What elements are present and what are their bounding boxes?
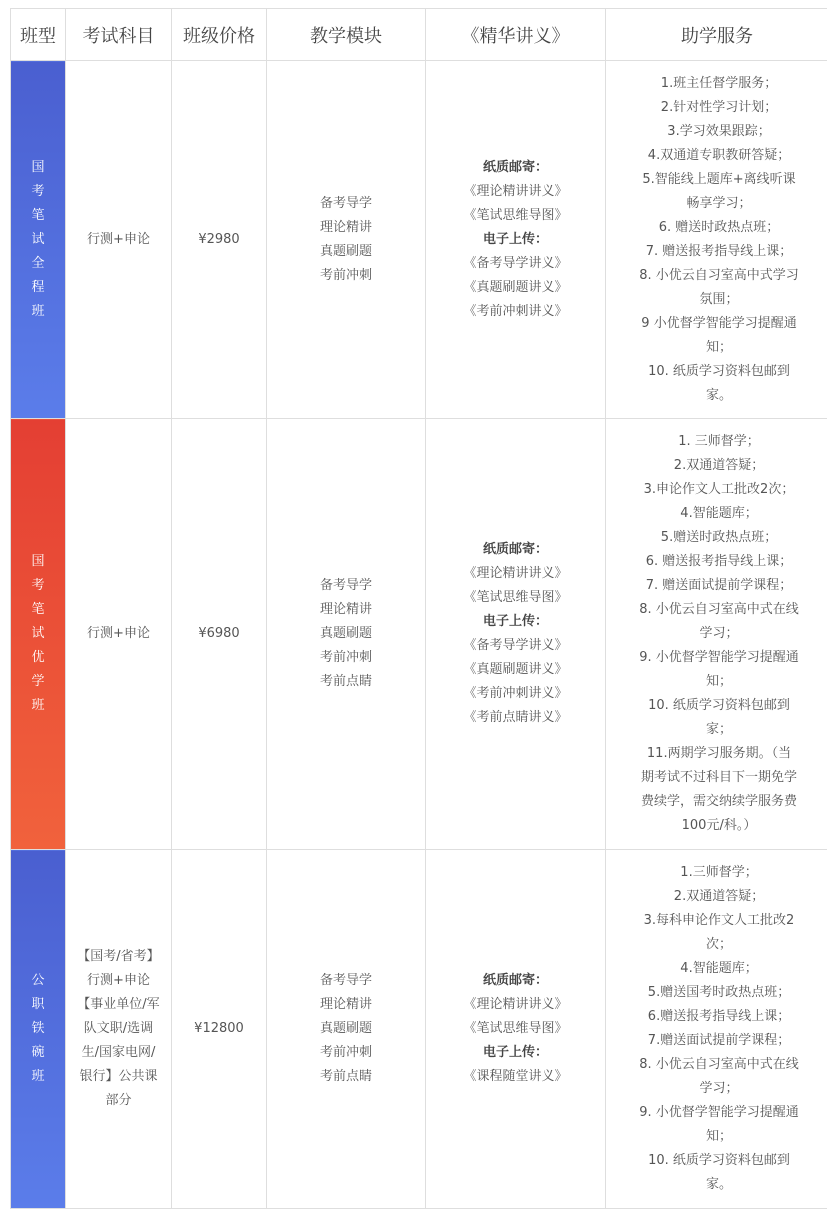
table-row bbox=[11, 850, 827, 1209]
price-text: ¥12800 bbox=[194, 1021, 244, 1036]
online-label: 电子上传： bbox=[427, 228, 604, 252]
service-line: 5.赠送时政热点班； bbox=[624, 526, 814, 550]
handout-item: 《理论精讲讲义》 bbox=[427, 562, 604, 586]
service-line: 1.三师督学； bbox=[624, 861, 814, 885]
header-class-type: 班型 bbox=[11, 9, 66, 61]
service-line: 家。 bbox=[624, 384, 814, 408]
services-cell bbox=[606, 850, 827, 1209]
service-line: 100元/科。） bbox=[624, 814, 814, 838]
service-line: 2.双通道答疑； bbox=[624, 454, 814, 478]
handout-item: 《考前点睛讲义》 bbox=[427, 706, 604, 730]
service-line: 8. 小优云自习室高中式在线 bbox=[624, 598, 814, 622]
handout-item: 《备考导学讲义》 bbox=[427, 252, 604, 276]
module-item: 考前点睛 bbox=[268, 1065, 424, 1089]
modules-cell bbox=[267, 61, 426, 419]
class-type-cell bbox=[11, 419, 66, 850]
mail-label: 纸质邮寄： bbox=[427, 969, 604, 993]
service-line: 4.智能题库； bbox=[624, 957, 814, 981]
service-line: 知； bbox=[624, 1125, 814, 1149]
service-line: 4.双通道专职教研答疑； bbox=[624, 144, 814, 168]
service-line: 次； bbox=[624, 933, 814, 957]
price-cell bbox=[172, 61, 267, 419]
handouts-cell bbox=[426, 850, 606, 1209]
service-line: 8. 小优云自习室高中式在线 bbox=[624, 1053, 814, 1077]
module-item: 真题刷题 bbox=[268, 240, 424, 264]
service-line: 9. 小优督学智能学习提醒通 bbox=[624, 646, 814, 670]
header-services: 助学服务 bbox=[606, 9, 827, 61]
service-line: 3.每科申论作文人工批改2 bbox=[624, 909, 814, 933]
service-line: 家； bbox=[624, 718, 814, 742]
service-line: 知； bbox=[624, 336, 814, 360]
service-line: 1. 三师督学； bbox=[624, 430, 814, 454]
services-cell bbox=[606, 419, 827, 850]
handout-item: 《理论精讲讲义》 bbox=[427, 180, 604, 204]
subject-cell bbox=[66, 850, 172, 1209]
service-line: 6.赠送报考指导线上课； bbox=[624, 1005, 814, 1029]
header-row bbox=[11, 9, 827, 61]
online-label: 电子上传： bbox=[427, 610, 604, 634]
service-line: 5.智能线上题库+离线听课 bbox=[624, 168, 814, 192]
module-item: 真题刷题 bbox=[268, 1017, 424, 1041]
header-modules: 教学模块 bbox=[267, 9, 426, 61]
subject-text: 行测+申论 bbox=[87, 232, 150, 247]
module-item: 理论精讲 bbox=[268, 598, 424, 622]
service-line: 家。 bbox=[624, 1173, 814, 1197]
online-label: 电子上传： bbox=[427, 1041, 604, 1065]
handout-item: 《笔试思维导图》 bbox=[427, 204, 604, 228]
service-line: 7. 赠送面试提前学课程； bbox=[624, 574, 814, 598]
handout-item: 《课程随堂讲义》 bbox=[427, 1065, 604, 1089]
service-line: 氛围； bbox=[624, 288, 814, 312]
price-cell bbox=[172, 419, 267, 850]
service-line: 8. 小优云自习室高中式学习 bbox=[624, 264, 814, 288]
handout-item: 《理论精讲讲义》 bbox=[427, 993, 604, 1017]
service-line: 期考试不过科目下一期免学 bbox=[624, 766, 814, 790]
price-text: ¥6980 bbox=[198, 626, 239, 641]
module-item: 考前点睛 bbox=[268, 670, 424, 694]
header-subject: 考试科目 bbox=[66, 9, 172, 61]
handout-item: 《真题刷题讲义》 bbox=[427, 276, 604, 300]
services-cell bbox=[606, 61, 827, 419]
service-line: 学习； bbox=[624, 1077, 814, 1101]
handout-item: 《笔试思维导图》 bbox=[427, 586, 604, 610]
service-line: 6. 赠送报考指导线上课； bbox=[624, 550, 814, 574]
module-item: 备考导学 bbox=[268, 574, 424, 598]
table-row bbox=[11, 419, 827, 850]
module-item: 考前冲刺 bbox=[268, 646, 424, 670]
module-item: 真题刷题 bbox=[268, 622, 424, 646]
header-handouts: 《精华讲义》 bbox=[426, 9, 606, 61]
service-line: 10. 纸质学习资料包邮到 bbox=[624, 694, 814, 718]
service-line: 2.双通道答疑； bbox=[624, 885, 814, 909]
service-line: 7. 赠送报考指导线上课； bbox=[624, 240, 814, 264]
service-line: 11.两期学习服务期。（当 bbox=[624, 742, 814, 766]
header-price: 班级价格 bbox=[172, 9, 267, 61]
table-row bbox=[11, 61, 827, 419]
service-line: 5.赠送国考时政热点班； bbox=[624, 981, 814, 1005]
price-text: ¥2980 bbox=[198, 232, 239, 247]
handout-item: 《备考导学讲义》 bbox=[427, 634, 604, 658]
service-line: 10. 纸质学习资料包邮到 bbox=[624, 1149, 814, 1173]
handout-item: 《考前冲刺讲义》 bbox=[427, 300, 604, 324]
handout-item: 《真题刷题讲义》 bbox=[427, 658, 604, 682]
service-line: 畅享学习； bbox=[624, 192, 814, 216]
class-type-label: 国考笔试全程班 bbox=[26, 156, 50, 324]
service-line: 3.申论作文人工批改2次； bbox=[624, 478, 814, 502]
service-line: 2.针对性学习计划； bbox=[624, 96, 814, 120]
class-type-cell bbox=[11, 61, 66, 419]
mail-label: 纸质邮寄： bbox=[427, 156, 604, 180]
module-item: 备考导学 bbox=[268, 969, 424, 993]
subject-cell bbox=[66, 419, 172, 850]
class-type-cell bbox=[11, 850, 66, 1209]
course-table bbox=[10, 8, 827, 1209]
service-line: 3.学习效果跟踪； bbox=[624, 120, 814, 144]
mail-label: 纸质邮寄： bbox=[427, 538, 604, 562]
service-line: 10. 纸质学习资料包邮到 bbox=[624, 360, 814, 384]
module-item: 考前冲刺 bbox=[268, 1041, 424, 1065]
service-line: 9 小优督学智能学习提醒通 bbox=[624, 312, 814, 336]
service-line: 1.班主任督学服务； bbox=[624, 72, 814, 96]
handouts-cell bbox=[426, 419, 606, 850]
price-cell bbox=[172, 850, 267, 1209]
module-item: 备考导学 bbox=[268, 192, 424, 216]
module-item: 考前冲刺 bbox=[268, 264, 424, 288]
subject-text: 行测+申论 bbox=[87, 626, 150, 641]
subject-text: 【国考/省考】行测+申论【事业单位/军队文职/选调生/国家电网/银行】公共课部分 bbox=[76, 945, 162, 1113]
class-type-label: 公职铁碗班 bbox=[26, 969, 50, 1089]
service-line: 6. 赠送时政热点班； bbox=[624, 216, 814, 240]
handout-item: 《考前冲刺讲义》 bbox=[427, 682, 604, 706]
module-item: 理论精讲 bbox=[268, 993, 424, 1017]
modules-cell bbox=[267, 419, 426, 850]
handout-item: 《笔试思维导图》 bbox=[427, 1017, 604, 1041]
service-line: 知； bbox=[624, 670, 814, 694]
modules-cell bbox=[267, 850, 426, 1209]
service-line: 7.赠送面试提前学课程； bbox=[624, 1029, 814, 1053]
service-line: 9. 小优督学智能学习提醒通 bbox=[624, 1101, 814, 1125]
class-type-label: 国考笔试优学班 bbox=[26, 550, 50, 718]
handouts-cell bbox=[426, 61, 606, 419]
module-item: 理论精讲 bbox=[268, 216, 424, 240]
service-line: 学习； bbox=[624, 622, 814, 646]
service-line: 4.智能题库； bbox=[624, 502, 814, 526]
service-line: 费续学，需交纳续学服务费 bbox=[624, 790, 814, 814]
subject-cell bbox=[66, 61, 172, 419]
